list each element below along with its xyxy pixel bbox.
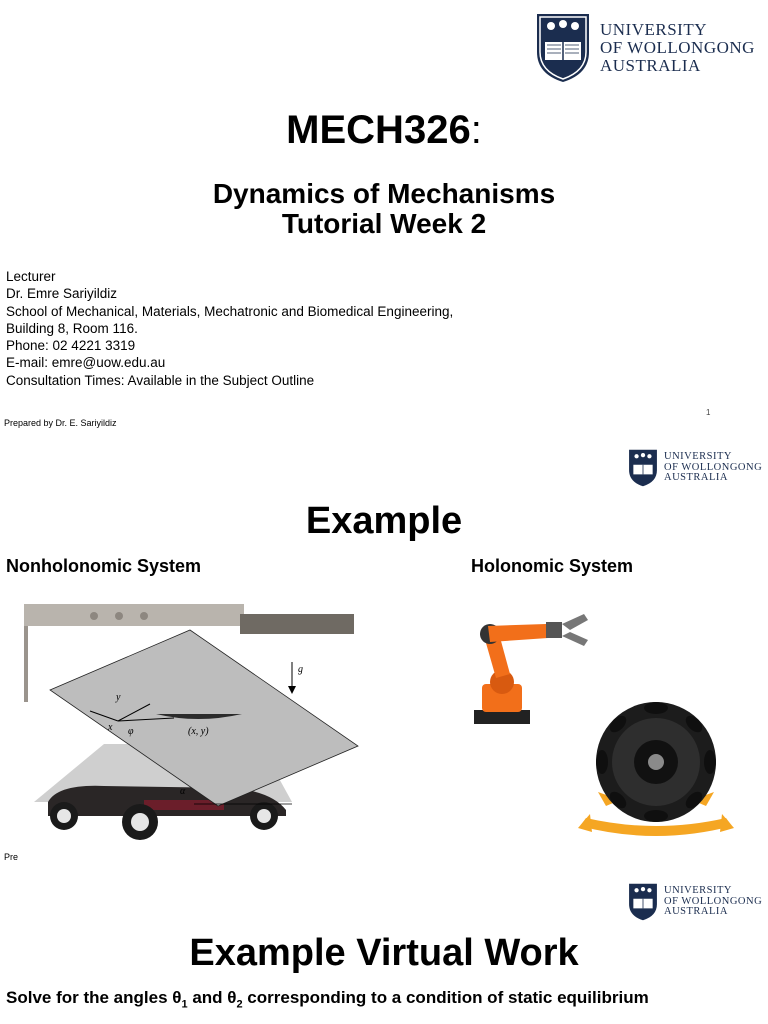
subscript: 1 <box>181 998 188 1011</box>
label-y: y <box>116 692 121 703</box>
course-title <box>0 108 768 153</box>
slide-title: Example Virtual Work <box>189 932 579 974</box>
subscript: 2 <box>236 998 243 1011</box>
course-subtitle: Dynamics of Mechanisms <box>212 178 556 209</box>
nonholonomic-figure <box>24 604 360 844</box>
robot-base <box>474 710 530 724</box>
uow-crest-icon <box>535 12 591 84</box>
robot-gripper <box>562 614 588 630</box>
info-line: School of Mechanical, Materials, Mechatronic and Biomedical Engineering, <box>6 303 454 319</box>
logo-line-1: UNIVERSITY <box>600 20 707 39</box>
title-slide <box>0 0 768 440</box>
garage-photo-strip <box>24 604 244 626</box>
example-slide <box>0 440 768 868</box>
label-x: x <box>108 722 113 733</box>
uow-logo <box>628 448 762 488</box>
label-xy: (x, y) <box>188 726 209 737</box>
logo-line-1: UNIVERSITY <box>664 885 732 897</box>
course-code: MECH326 <box>286 108 471 152</box>
logo-line-3: AUSTRALIA <box>600 56 701 75</box>
nonholonomic-heading: Nonholonomic System <box>6 556 202 576</box>
text-part: corresponding to a condition of static equilibrium <box>242 988 649 1007</box>
logo-line-3: AUSTRALIA <box>664 472 728 484</box>
uow-logo <box>628 882 762 922</box>
holonomic-heading: Holonomic System <box>471 556 634 576</box>
footer-text: Pre <box>4 852 19 862</box>
info-line: Dr. Emre Sariyildiz <box>6 286 118 302</box>
prepared-by: Prepared by Dr. E. Sariyildiz <box>4 418 117 428</box>
slide-title: Example <box>305 500 463 542</box>
text-part: and θ <box>187 988 237 1007</box>
label-phi: φ <box>128 726 134 737</box>
course-colon: : <box>470 108 482 152</box>
uow-logo <box>535 12 755 84</box>
info-line: Building 8, Room 116. <box>6 320 138 336</box>
text-part: Solve for the angles θ <box>6 988 182 1007</box>
virtual-work-slide <box>0 868 768 1024</box>
logo-line-2: OF WOLLONGONG <box>664 895 763 907</box>
logo-line-1: UNIVERSITY <box>664 451 732 463</box>
uow-crest-icon <box>628 448 658 488</box>
tutorial-week: Tutorial Week 2 <box>281 208 487 239</box>
street-photo-strip <box>240 614 354 634</box>
label-alpha: α <box>180 786 186 797</box>
problem-statement <box>6 988 649 1010</box>
label-g: g <box>298 664 303 675</box>
robot-upper-arm <box>488 624 548 642</box>
info-line: Lecturer <box>6 269 56 284</box>
info-line: Phone: 02 4221 3319 <box>6 338 136 354</box>
info-line: Consultation Times: Available in the Subject Outline <box>6 372 315 388</box>
page-number: 1 <box>706 408 711 417</box>
uow-crest-icon <box>628 882 658 922</box>
info-line: E-mail: emre@uow.edu.au <box>6 355 166 371</box>
lecturer-info <box>6 268 453 389</box>
logo-line-3: AUSTRALIA <box>664 906 728 918</box>
logo-line-2: OF WOLLONGONG <box>600 38 755 57</box>
omni-wheel-image <box>576 696 736 844</box>
logo-line-2: OF WOLLONGONG <box>664 461 763 473</box>
